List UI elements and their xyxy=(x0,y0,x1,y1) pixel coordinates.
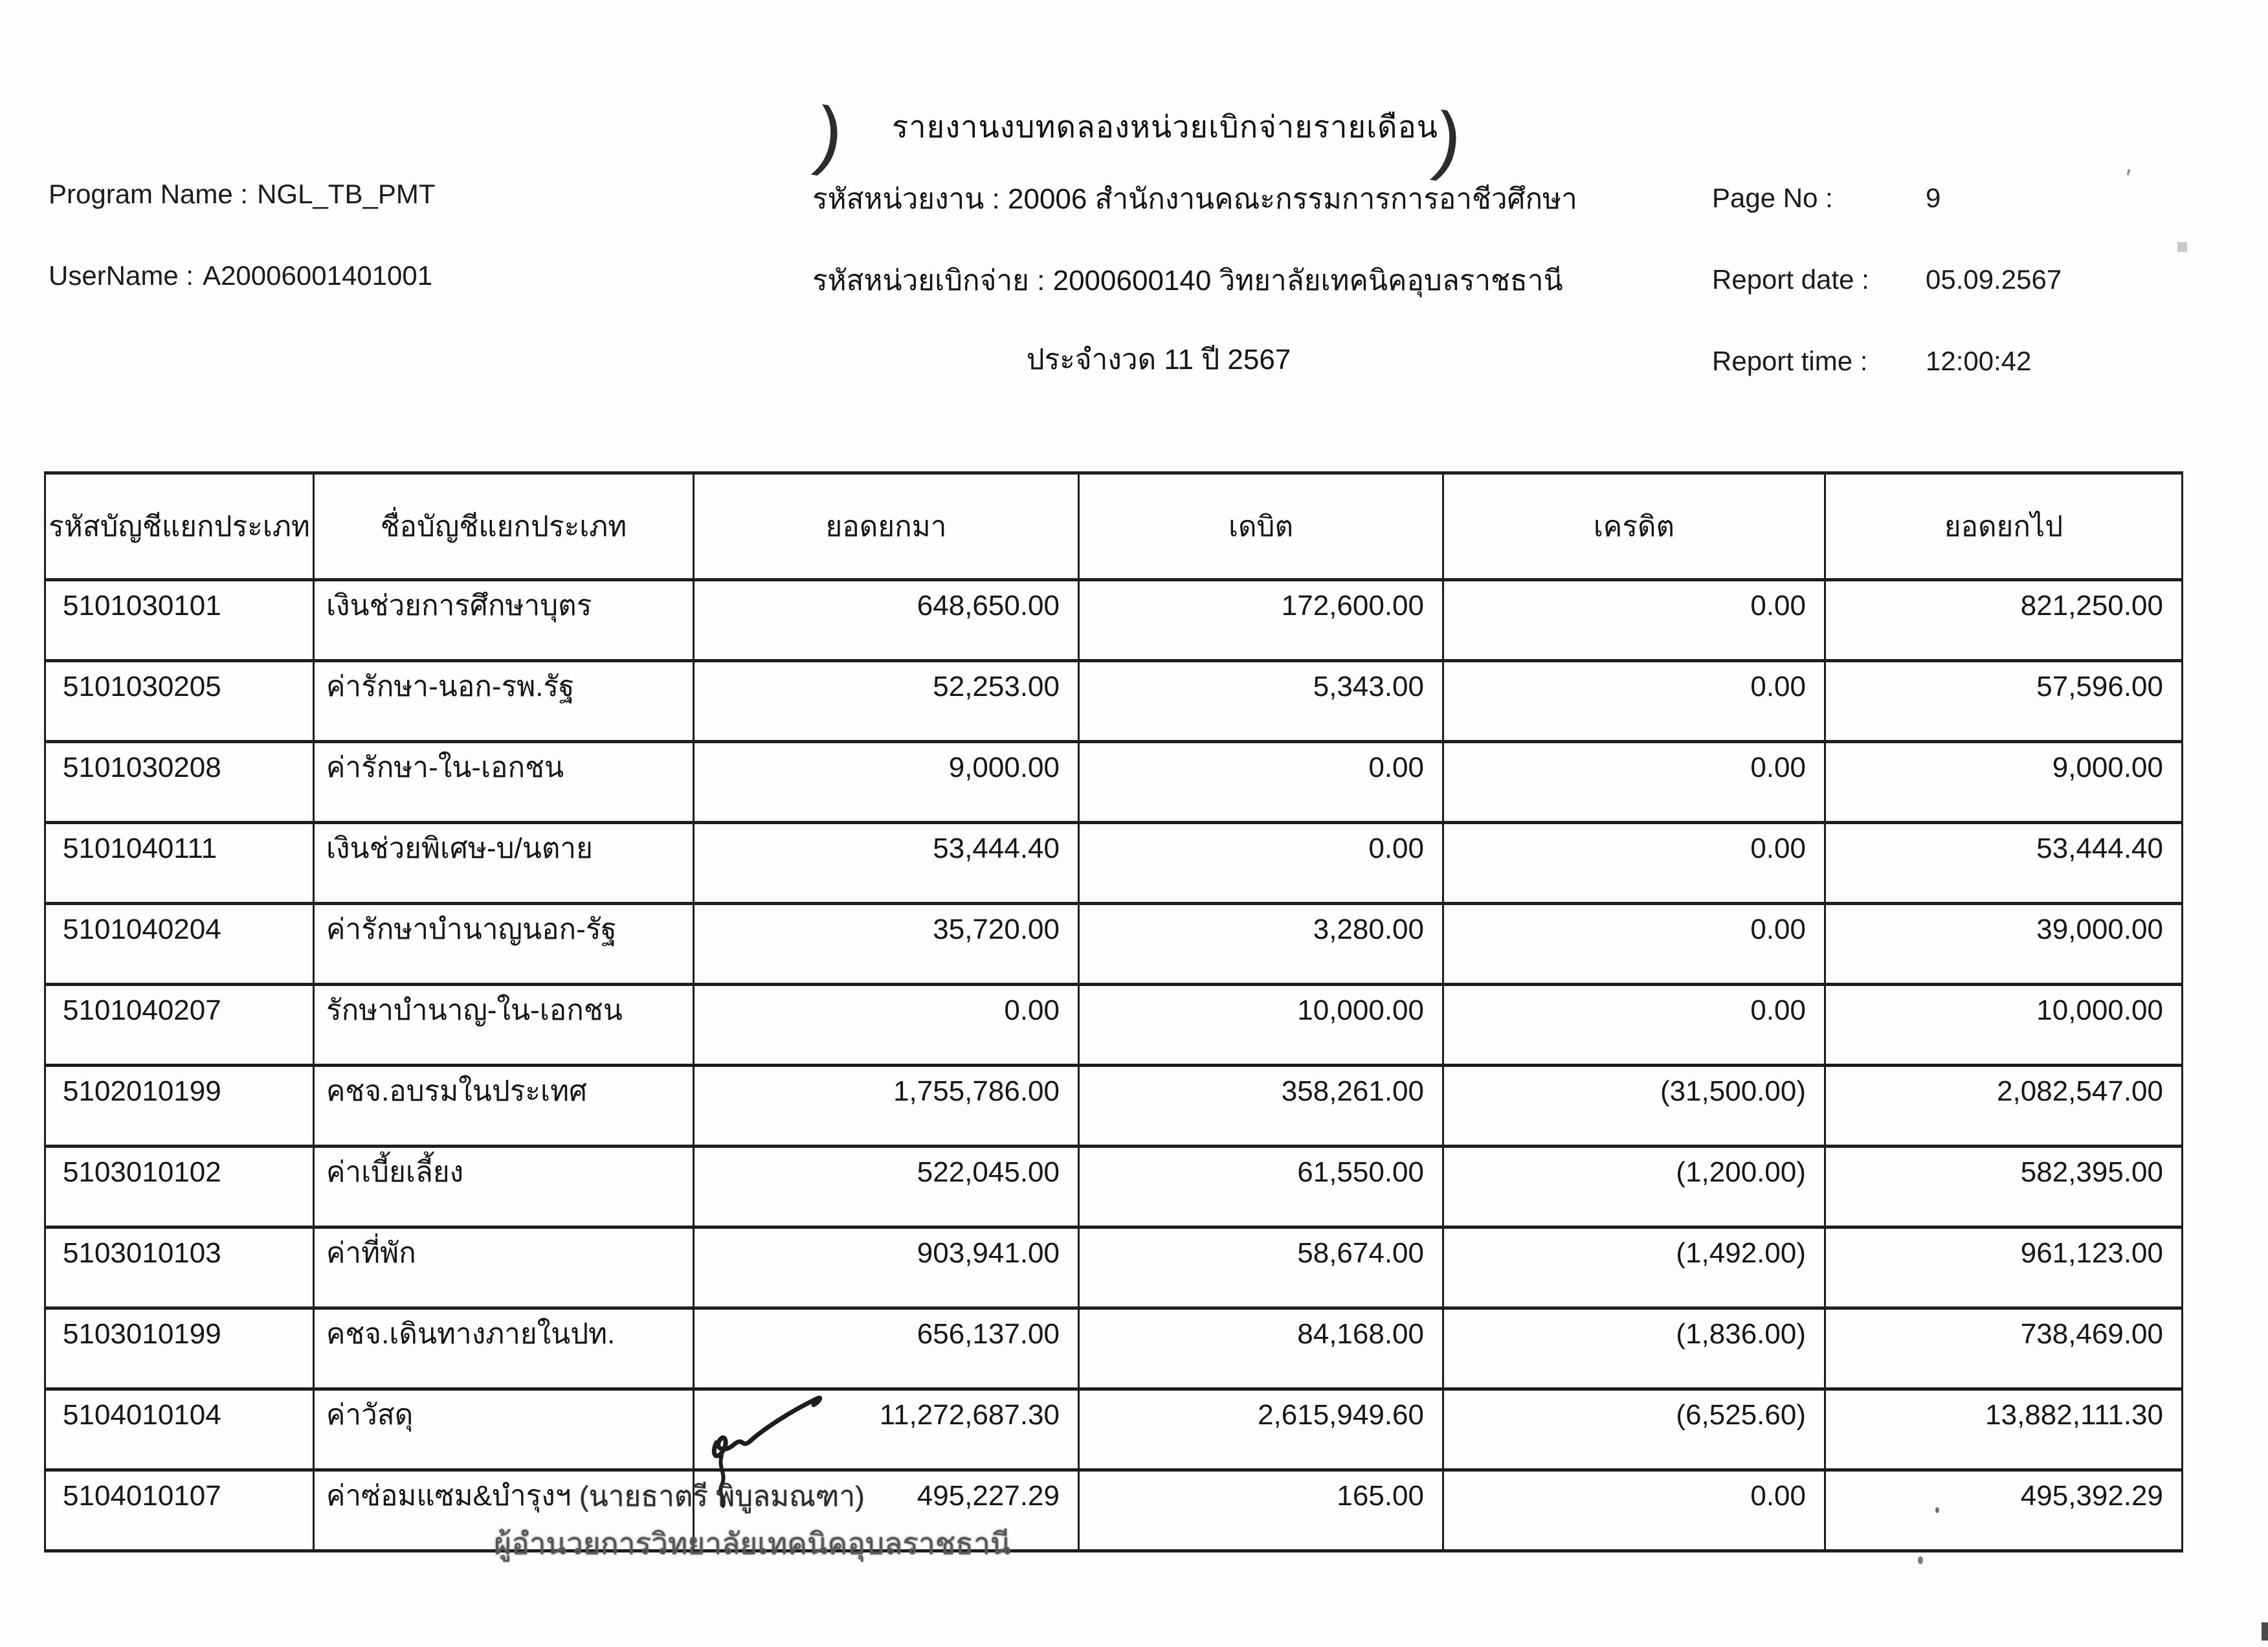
ending-balance-cell: 2,082,547.00 xyxy=(1825,1066,2183,1147)
table-row xyxy=(45,985,2183,1066)
column-header-account-name: ชื่อบัญชีแยกประเภท xyxy=(314,473,694,580)
account-code-cell: 5104010107 xyxy=(45,1470,314,1551)
beginning-balance-cell: 9,000.00 xyxy=(694,742,1079,823)
ending-balance-cell: 961,123.00 xyxy=(1825,1227,2183,1308)
scan-artifact-paren-right: ) xyxy=(1429,96,1468,185)
beginning-balance-cell: 1,755,786.00 xyxy=(694,1066,1079,1147)
account-name-cell: เงินช่วยพิเศษ-บ/นตาย xyxy=(314,823,694,904)
program-name-label: Program Name : xyxy=(49,179,249,209)
debit-cell: 5,343.00 xyxy=(1079,661,1443,742)
debit-cell: 2,615,949.60 xyxy=(1079,1389,1443,1470)
table-row xyxy=(45,580,2183,661)
report-date-label: Report date : xyxy=(1712,264,1869,295)
account-name-cell: ค่าวัสดุ xyxy=(314,1389,694,1470)
scan-artifact-edge-bar xyxy=(2262,1622,2268,1641)
column-header-credit: เครดิต xyxy=(1443,473,1825,580)
account-code-cell: 5101040204 xyxy=(45,904,314,985)
ending-balance-cell: 13,882,111.30 xyxy=(1825,1389,2183,1470)
beginning-balance-cell: 522,045.00 xyxy=(694,1147,1079,1227)
debit-cell: 3,280.00 xyxy=(1079,904,1443,985)
account-name-cell: ค่ารักษา-นอก-รพ.รัฐ xyxy=(314,661,694,742)
beginning-balance-cell: 53,444.40 xyxy=(694,823,1079,904)
debit-cell: 0.00 xyxy=(1079,742,1443,823)
page-no-line xyxy=(1712,183,1940,214)
beginning-balance-cell: 52,253.00 xyxy=(694,661,1079,742)
table-row xyxy=(45,1227,2183,1308)
debit-cell: 84,168.00 xyxy=(1079,1308,1443,1389)
beginning-balance-cell: 648,650.00 xyxy=(694,580,1079,661)
ending-balance-cell: 10,000.00 xyxy=(1825,985,2183,1066)
account-code-cell: 5103010103 xyxy=(45,1227,314,1308)
column-header-ending-balance: ยอดยกไป xyxy=(1825,473,2183,580)
table-row xyxy=(45,823,2183,904)
account-name-cell: ค่ารักษา-ใน-เอกชน xyxy=(314,742,694,823)
beginning-balance-cell: 656,137.00 xyxy=(694,1308,1079,1389)
account-code-cell: 5102010199 xyxy=(45,1066,314,1147)
table-row xyxy=(45,904,2183,985)
account-code-cell: 5101040207 xyxy=(45,985,314,1066)
debit-cell: 61,550.00 xyxy=(1079,1147,1443,1227)
report-date-line xyxy=(1712,264,2062,295)
column-header-account-code: รหัสบัญชีแยกประเภท xyxy=(45,473,314,580)
page-no-value: 9 xyxy=(1926,183,1941,213)
ending-balance-cell: 57,596.00 xyxy=(1825,661,2183,742)
debit-cell: 172,600.00 xyxy=(1079,580,1443,661)
column-header-debit: เดบิต xyxy=(1079,473,1443,580)
account-name-cell: เงินช่วยการศึกษาบุตร xyxy=(314,580,694,661)
table-row xyxy=(45,742,2183,823)
debit-cell: 165.00 xyxy=(1079,1470,1443,1551)
ending-balance-cell: 9,000.00 xyxy=(1825,742,2183,823)
account-code-cell: 5103010102 xyxy=(45,1147,314,1227)
report-time-label: Report time : xyxy=(1712,346,1868,376)
credit-cell: 0.00 xyxy=(1443,580,1825,661)
stamp-director-title: ผู้อำนวยการวิทยาลัยเทคนิคอุบลราชธานี xyxy=(494,1527,1011,1560)
username-label: UserName : xyxy=(49,260,194,291)
credit-cell: 0.00 xyxy=(1443,1470,1825,1551)
table-row xyxy=(45,1066,2183,1147)
report-date-value: 05.09.2567 xyxy=(1926,264,2062,295)
debit-cell: 0.00 xyxy=(1079,823,1443,904)
credit-cell: (1,200.00) xyxy=(1443,1147,1825,1227)
account-code-cell: 5101030205 xyxy=(45,661,314,742)
report-time-value: 12:00:42 xyxy=(1926,346,2032,376)
account-name-cell: ค่ารักษาบำนาญนอก-รัฐ xyxy=(314,904,694,985)
column-header-beginning-balance: ยอดยกมา xyxy=(694,473,1079,580)
ending-balance-cell: 39,000.00 xyxy=(1825,904,2183,985)
account-name-cell: ค่าเบี้ยเลี้ยง xyxy=(314,1147,694,1227)
agency-code-line: รหัสหน่วยงาน : 20006 สำนักงานคณะกรรมการการอาชีวศึกษา xyxy=(812,183,1577,215)
account-name-cell: ค่าที่พัก xyxy=(314,1227,694,1308)
beginning-balance-cell: 495,227.29 xyxy=(694,1470,1079,1551)
page-no-label: Page No : xyxy=(1712,183,1833,213)
account-code-cell: 5103010199 xyxy=(45,1308,314,1389)
debit-cell: 358,261.00 xyxy=(1079,1066,1443,1147)
debit-cell: 10,000.00 xyxy=(1079,985,1443,1066)
scan-artifact-dot xyxy=(1918,1556,1923,1564)
credit-cell: (1,492.00) xyxy=(1443,1227,1825,1308)
disbursing-unit-line: รหัสหน่วยเบิกจ่าย : 2000600140 วิทยาลัยเทคนิคอุบลราชธานี xyxy=(812,265,1563,297)
program-name-value: NGL_TB_PMT xyxy=(257,179,436,209)
username-value: A20006001401001 xyxy=(203,260,433,291)
credit-cell: 0.00 xyxy=(1443,742,1825,823)
ending-balance-cell: 738,469.00 xyxy=(1825,1308,2183,1389)
credit-cell: (31,500.00) xyxy=(1443,1066,1825,1147)
ending-balance-cell: 821,250.00 xyxy=(1825,580,2183,661)
scan-artifact-paren-left: ) xyxy=(810,91,849,180)
account-name-cell: รักษาบำนาญ-ใน-เอกชน xyxy=(314,985,694,1066)
ending-balance-cell: 582,395.00 xyxy=(1825,1147,2183,1227)
beginning-balance-cell: 11,272,687.30 xyxy=(694,1389,1079,1470)
debit-cell: 58,674.00 xyxy=(1079,1227,1443,1308)
account-name-cell: คชจ.อบรมในประเทศ xyxy=(314,1066,694,1147)
beginning-balance-cell: 35,720.00 xyxy=(694,904,1079,985)
beginning-balance-cell: 0.00 xyxy=(694,985,1079,1066)
trial-balance-table xyxy=(44,471,2183,1552)
account-name-cell: คชจ.เดินทางภายในปท. xyxy=(314,1308,694,1389)
table-body xyxy=(45,580,2183,1551)
table-row xyxy=(45,1389,2183,1470)
table-row xyxy=(45,661,2183,742)
account-name-cell: ค่าซ่อมแซม&บำรุงฯ xyxy=(314,1470,694,1551)
period-line: ประจำงวด 11 ปี 2567 xyxy=(1026,344,1291,375)
ending-balance-cell: 53,444.40 xyxy=(1825,823,2183,904)
scan-artifact-square xyxy=(2177,242,2187,252)
program-name-line xyxy=(49,179,436,210)
table-row xyxy=(45,1147,2183,1227)
credit-cell: 0.00 xyxy=(1443,823,1825,904)
account-code-cell: 5101040111 xyxy=(45,823,314,904)
page-title: รายงานงบทดลองหน่วยเบิกจ่ายรายเดือน xyxy=(892,109,1438,144)
ending-balance-cell: 495,392.29 xyxy=(1825,1470,2183,1551)
report-time-line xyxy=(1712,346,2032,377)
credit-cell: 0.00 xyxy=(1443,661,1825,742)
account-code-cell: 5101030101 xyxy=(45,580,314,661)
account-code-cell: 5104010104 xyxy=(45,1389,314,1470)
table-row xyxy=(45,1308,2183,1389)
credit-cell: 0.00 xyxy=(1443,985,1825,1066)
credit-cell: (1,836.00) xyxy=(1443,1308,1825,1389)
table-header-row xyxy=(45,473,2183,580)
stamp-director-name: (นายธาตรี พิบูลมณฑา) xyxy=(579,1481,865,1512)
credit-cell: 0.00 xyxy=(1443,904,1825,985)
table-row xyxy=(45,1470,2183,1551)
account-code-cell: 5101030208 xyxy=(45,742,314,823)
username-line xyxy=(49,260,432,291)
scan-artifact-tick: ' xyxy=(2120,162,2133,194)
beginning-balance-cell: 903,941.00 xyxy=(694,1227,1079,1308)
credit-cell: (6,525.60) xyxy=(1443,1389,1825,1470)
